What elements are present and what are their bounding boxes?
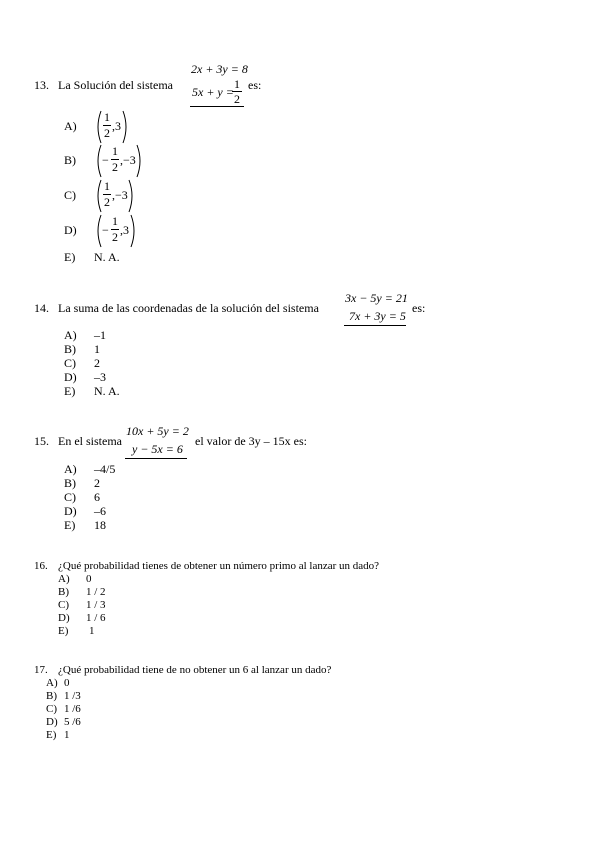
equation-1: 10x + 5y = 2 [126,424,189,438]
system-underline [190,106,244,107]
question-suffix: es: [412,301,426,315]
option-text: –1 [94,328,106,342]
option-d-numerator: 1 [112,214,118,228]
system-underline [344,325,406,326]
option-text: N. A. [94,250,120,264]
option-text: 2 [94,356,100,370]
option-text: 5 /6 [64,716,81,728]
option-letter: A) [58,573,70,585]
option-c-numerator: 1 [104,179,110,193]
option-letter: B) [46,690,57,702]
option-a-rest: ,3 [112,119,121,133]
question-text: ¿Qué probabilidad tienes de obtener un número primo al lanzar un dado? [58,560,380,572]
option-letter: E) [64,518,76,532]
question-number: 14. [34,301,49,315]
option-text: N. A. [94,384,120,398]
option-letter: A) [46,677,58,689]
option-letter: A) [64,462,77,476]
equation-1: 2x + 3y = 8 [191,62,248,76]
option-letter: C) [64,490,76,504]
equation-2-left: 5x + y = [192,85,234,99]
option-text: –3 [94,370,106,384]
option-d-rest: ,3 [120,223,129,237]
question-number: 17. [34,664,48,676]
option-letter: E) [46,729,57,741]
option-text: 1 [89,625,95,637]
question-text: En el sistema [58,434,122,448]
system-underline [125,458,187,459]
equation-1: 3x − 5y = 21 [345,291,408,305]
option-letter: D) [64,223,77,237]
option-letter: C) [64,356,76,370]
option-letter: B) [64,476,76,490]
option-letter: B) [58,586,69,598]
option-c-denominator: 2 [104,195,110,209]
question-text: La Solución del sistema [58,78,173,92]
question-number: 13. [34,78,49,92]
question-text: La suma de las coordenadas de la solución del sistema [58,301,319,315]
fraction-numerator: 1 [234,77,240,91]
option-letter: D) [64,504,77,518]
option-b-sign: − [102,153,109,167]
question-number: 16. [34,560,48,572]
option-a-denominator: 2 [104,126,110,140]
option-text: 1 /6 [64,703,81,715]
option-letter: E) [58,625,69,637]
option-text: 0 [86,573,92,585]
question-text: ¿Qué probabilidad tiene de no obtener un 6 al lanzar un dado? [58,664,332,676]
option-letter: E) [64,250,76,264]
option-a-numerator: 1 [104,110,110,124]
equation-2: y − 5x = 6 [132,442,183,456]
option-letter: E) [64,384,76,398]
option-text: –4/5 [94,462,116,476]
option-text: 1 [64,729,70,741]
option-c-rest: ,−3 [112,188,128,202]
option-b-rest: ,−3 [120,153,136,167]
question-number: 15. [34,434,49,448]
option-text: 18 [94,518,106,532]
option-letter: A) [64,119,77,133]
equation-2: 7x + 3y = 5 [349,309,406,323]
question-suffix: el valor de 3y – 15x es: [195,434,307,448]
option-text: 1 /3 [64,690,81,702]
option-text: 1 / 6 [86,612,106,624]
option-b-denominator: 2 [112,160,118,174]
option-letter: C) [46,703,57,715]
option-letter: B) [64,153,76,167]
option-text: 6 [94,490,100,504]
option-letter: C) [58,599,69,611]
option-letter: D) [46,716,58,728]
question-suffix: es: [248,78,262,92]
option-text: 2 [94,476,100,490]
option-b-numerator: 1 [112,144,118,158]
option-text: 1 [94,342,100,356]
option-letter: D) [64,370,77,384]
option-letter: D) [58,612,70,624]
option-letter: B) [64,342,76,356]
fraction-denominator: 2 [234,92,240,106]
option-letter: A) [64,328,77,342]
option-text: 1 / 2 [86,586,106,598]
option-d-sign: − [102,223,109,237]
option-text: 0 [64,677,70,689]
option-text: 1 / 3 [86,599,106,611]
option-letter: C) [64,188,76,202]
option-d-denominator: 2 [112,230,118,244]
option-text: –6 [94,504,106,518]
